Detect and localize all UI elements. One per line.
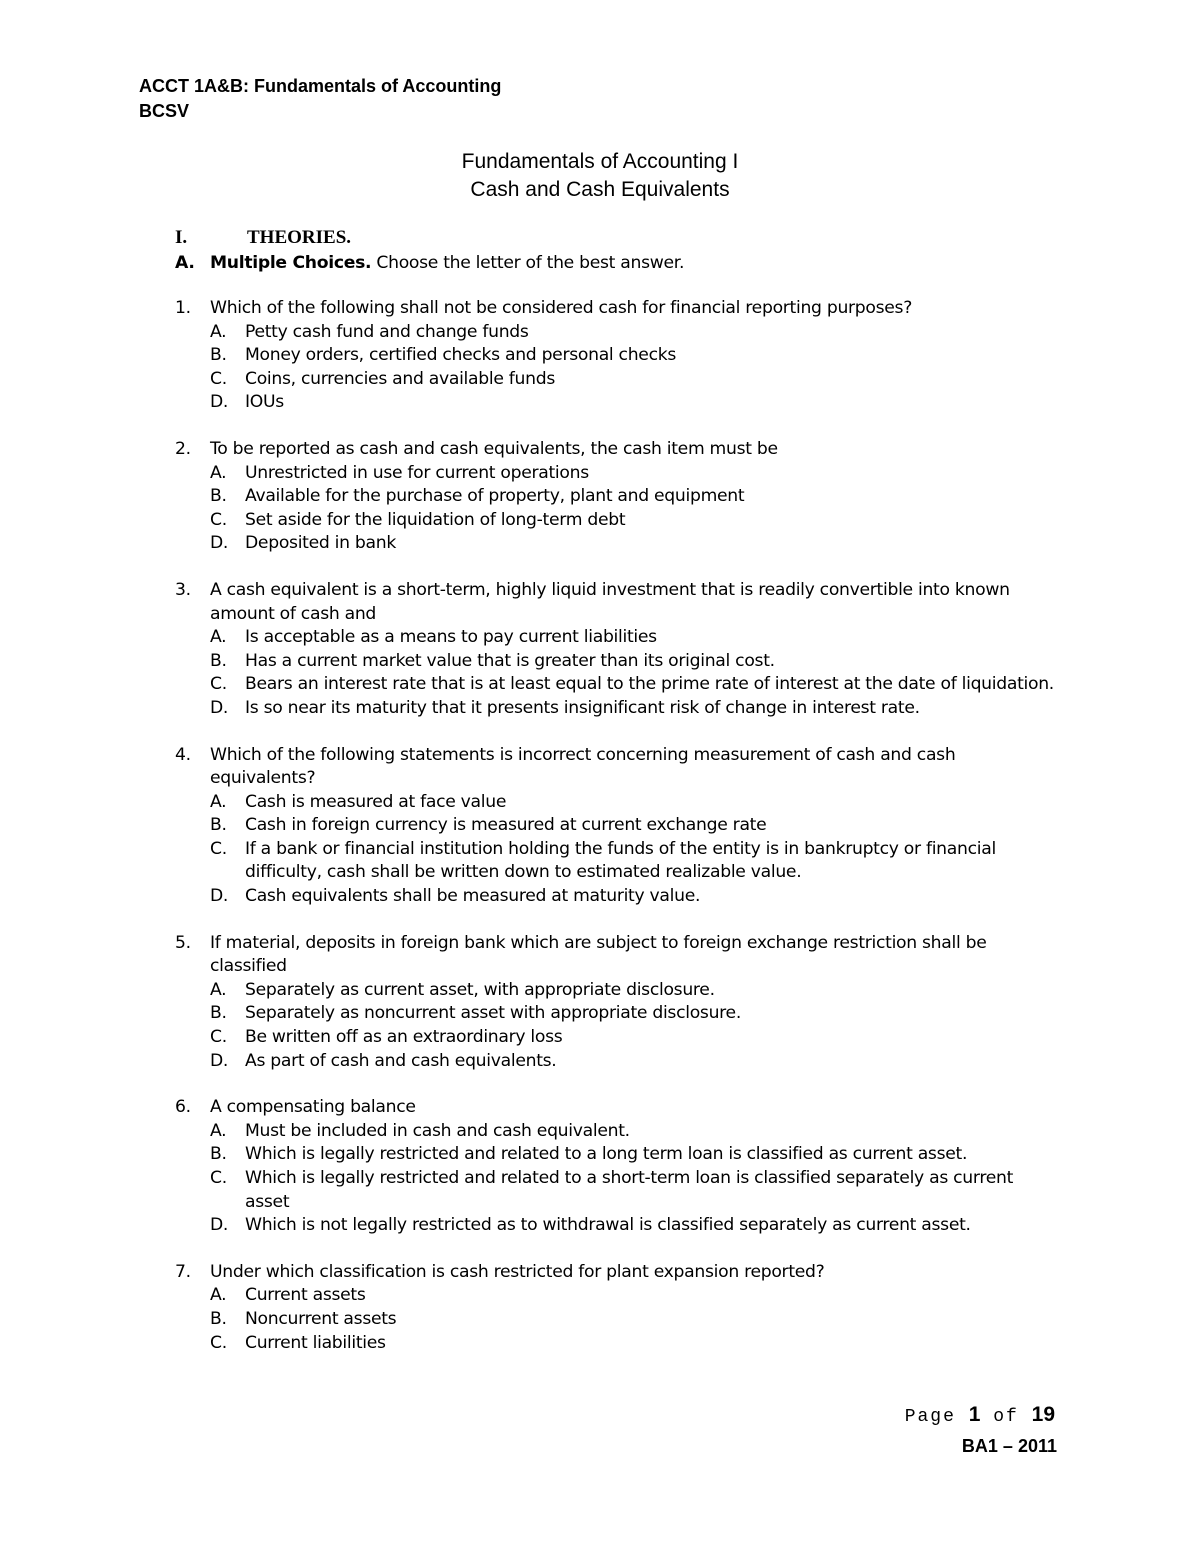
- answer-option: [210, 391, 1055, 415]
- option-letter: A.: [210, 1120, 227, 1141]
- option-text: If a bank or financial institution holding the funds of the entity is in bankruptcy or financial difficulty, cash shall be written down to estimated realizable value.: [245, 838, 996, 883]
- option-text: Which is legally restricted and related to a long term loan is classified as current asset.: [245, 1144, 968, 1165]
- option-letter: B.: [210, 345, 227, 366]
- page-word: Page: [904, 1407, 956, 1427]
- option-letter: D.: [210, 533, 229, 554]
- option-text: As part of cash and cash equivalents.: [245, 1050, 557, 1071]
- option-text: Deposited in bank: [245, 533, 396, 554]
- answer-option: [210, 650, 1055, 674]
- page-current: 1: [968, 1403, 981, 1426]
- answer-option: [210, 1284, 1055, 1308]
- option-letter: D.: [210, 392, 229, 413]
- option-text: Cash equivalents shall be measured at maturity value.: [245, 886, 701, 907]
- option-text: Bears an interest rate that is at least equal to the prime rate of interest at the date of liquidation.: [245, 674, 1054, 695]
- option-text: Separately as noncurrent asset with appropriate disclosure.: [245, 1003, 741, 1024]
- question-number: 1.: [175, 298, 191, 318]
- question-list: [175, 297, 1055, 1378]
- answer-option: [210, 1214, 1055, 1238]
- page-title: [0, 148, 1200, 204]
- question-item: [175, 744, 1055, 909]
- page-of: of: [993, 1407, 1019, 1427]
- question-number: 6.: [175, 1097, 191, 1118]
- option-letter: A.: [210, 627, 227, 648]
- option-letter: C.: [210, 368, 227, 389]
- answer-option: [210, 1002, 1055, 1026]
- answer-option: [210, 321, 1055, 345]
- answer-option: [210, 485, 1055, 509]
- option-letter: A.: [210, 979, 227, 1000]
- option-letter: C.: [210, 1332, 227, 1353]
- answer-option: [210, 462, 1055, 486]
- option-text: Has a current market value that is greater than its original cost.: [245, 650, 775, 671]
- page-number: [905, 1402, 1055, 1430]
- section-number: I.: [175, 227, 188, 248]
- option-text: Money orders, certified checks and personal checks: [245, 345, 677, 366]
- subsection-label: Multiple Choices.: [210, 253, 372, 273]
- answer-option: [210, 509, 1055, 533]
- answer-option: [210, 697, 1055, 721]
- subsection-heading: [175, 251, 684, 275]
- section-heading: [175, 226, 351, 250]
- answer-option: [210, 1120, 1055, 1144]
- option-text: Separately as current asset, with appropriate disclosure.: [245, 979, 715, 1000]
- option-text: IOUs: [245, 392, 284, 413]
- answer-option: [210, 626, 1055, 650]
- answer-option: [210, 979, 1055, 1003]
- question-item: [175, 1261, 1055, 1355]
- document-header: [139, 74, 501, 124]
- page-total: 19: [1031, 1403, 1055, 1426]
- option-letter: D.: [210, 697, 229, 718]
- option-text: Noncurrent assets: [245, 1308, 397, 1329]
- option-letter: C.: [210, 1168, 227, 1188]
- option-text: Cash is measured at face value: [245, 791, 507, 812]
- question-item: [175, 1096, 1055, 1238]
- answer-option: [210, 1050, 1055, 1074]
- question-text: To be reported as cash and cash equivalents, the cash item must be: [210, 438, 778, 459]
- answer-option: [210, 1026, 1055, 1050]
- question-item: [175, 438, 1055, 556]
- section-label: THEORIES.: [247, 227, 352, 248]
- answer-option: [210, 673, 1055, 697]
- answer-option: [210, 532, 1055, 556]
- answer-option: [210, 368, 1055, 392]
- question-text: Which of the following statements is incorrect concerning measurement of cash and cash equivalents?: [210, 744, 956, 789]
- answer-option: [210, 814, 1055, 838]
- option-text: Which is legally restricted and related to a short-term loan is classified separately as current asset: [245, 1168, 1014, 1212]
- subsection-instruction: Choose the letter of the best answer.: [371, 253, 685, 273]
- question-text: If material, deposits in foreign bank which are subject to foreign exchange restriction shall be classified: [210, 932, 987, 977]
- question-text: Under which classification is cash restricted for plant expansion reported?: [210, 1261, 825, 1282]
- answer-option: [210, 1167, 1055, 1214]
- option-letter: A.: [210, 462, 227, 483]
- option-text: Is so near its maturity that it presents insignificant risk of change in interest rate.: [245, 697, 920, 718]
- option-text: Is acceptable as a means to pay current liabilities: [245, 627, 657, 648]
- question-item: [175, 297, 1055, 415]
- question-text: A compensating balance: [210, 1097, 416, 1118]
- course-title: ACCT 1A&B: Fundamentals of Accounting: [139, 76, 502, 96]
- option-letter: C.: [210, 838, 227, 859]
- answer-option: [210, 1332, 1055, 1356]
- option-letter: C.: [210, 674, 227, 695]
- question-item: [175, 932, 1055, 1074]
- option-text: Unrestricted in use for current operations: [245, 462, 589, 483]
- option-text: Available for the purchase of property, plant and equipment: [245, 486, 745, 507]
- option-letter: D.: [210, 1050, 229, 1071]
- option-text: Cash in foreign currency is measured at current exchange rate: [245, 815, 767, 836]
- option-text: Be written off as an extraordinary loss: [245, 1027, 563, 1048]
- option-text: Coins, currencies and available funds: [245, 368, 555, 389]
- option-letter: C.: [210, 1027, 227, 1048]
- option-letter: D.: [210, 886, 229, 907]
- subsection-letter: A.: [175, 253, 195, 273]
- option-letter: B.: [210, 1144, 227, 1165]
- question-text: Which of the following shall not be considered cash for financial reporting purposes?: [210, 298, 913, 318]
- answer-option: [210, 1143, 1055, 1167]
- option-text: Current liabilities: [245, 1332, 386, 1353]
- question-number: 7.: [175, 1261, 191, 1282]
- option-text: Set aside for the liquidation of long-term debt: [245, 509, 626, 530]
- question-item: [175, 579, 1055, 721]
- option-text: Petty cash fund and change funds: [245, 321, 529, 342]
- answer-option: [210, 1308, 1055, 1332]
- answer-option: [210, 344, 1055, 368]
- question-number: 3.: [175, 579, 191, 600]
- option-text: Must be included in cash and cash equivalent.: [245, 1120, 630, 1141]
- option-letter: C.: [210, 509, 227, 530]
- option-text: Current assets: [245, 1285, 366, 1306]
- answer-option: [210, 838, 1055, 885]
- answer-option: [210, 885, 1055, 909]
- option-letter: B.: [210, 650, 227, 671]
- option-letter: A.: [210, 1285, 227, 1306]
- option-letter: B.: [210, 486, 227, 507]
- option-letter: D.: [210, 1215, 229, 1236]
- option-letter: A.: [210, 321, 227, 342]
- question-number: 4.: [175, 744, 191, 765]
- option-letter: B.: [210, 1003, 227, 1024]
- option-letter: A.: [210, 791, 227, 812]
- option-letter: B.: [210, 1308, 227, 1329]
- question-number: 2.: [175, 438, 191, 459]
- course-code: BCSV: [139, 101, 190, 121]
- question-text: A cash equivalent is a short-term, highly liquid investment that is readily convertible into known amount of cash and: [210, 579, 1010, 624]
- answer-option: [210, 791, 1055, 815]
- option-letter: B.: [210, 815, 227, 836]
- title-line-2: Cash and Cash Equivalents: [470, 178, 730, 201]
- question-number: 5.: [175, 932, 191, 953]
- title-line-1: Fundamentals of Accounting I: [461, 150, 739, 173]
- option-text: Which is not legally restricted as to withdrawal is classified separately as current asset.: [245, 1215, 971, 1236]
- document-code: BA1 – 2011: [961, 1436, 1057, 1456]
